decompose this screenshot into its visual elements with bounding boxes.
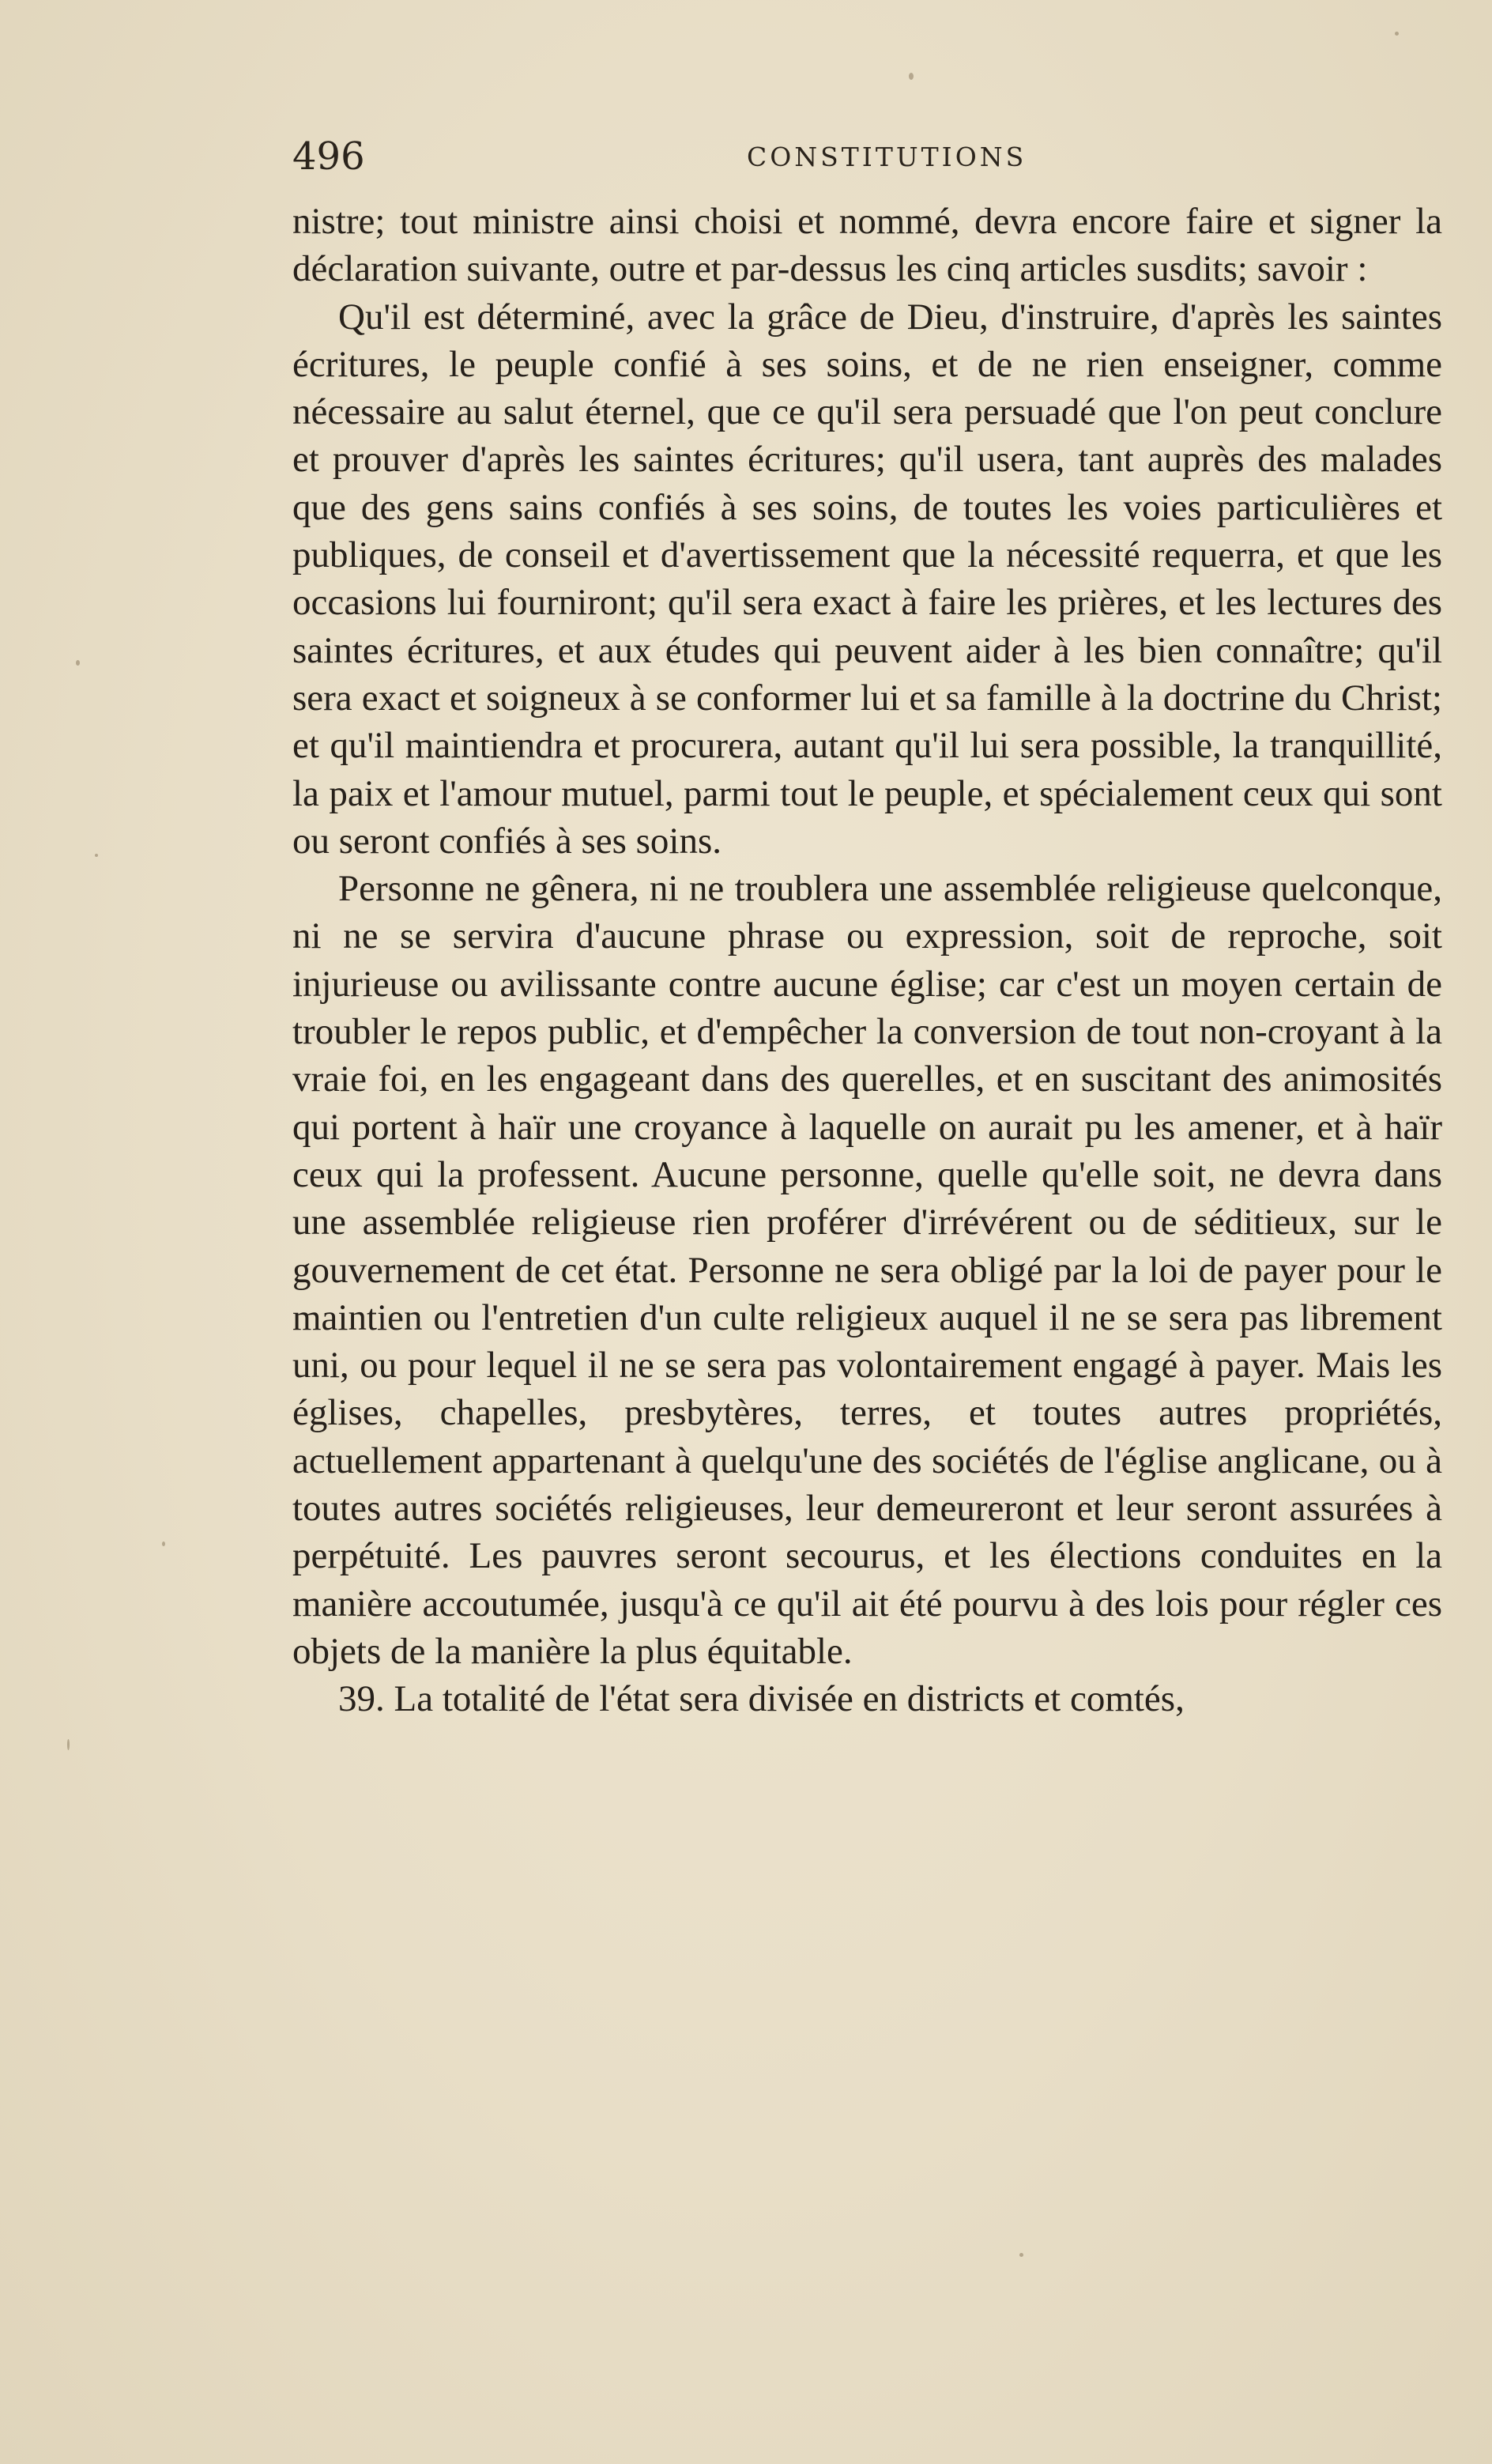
page-number: 496 [292,134,365,179]
paragraph-article-39: 39. La totalité de l'état sera divisée en districts et comtés, [338,1678,1185,1720]
paper-speck [95,854,98,857]
paragraph-religious-assemblies: Personne ne gênera, ni ne troublera une assemblée religieuse quelconque, ni ne se servira d'aucune phrase ou expression, soit de reproche, soit injurieuse ou avilissante contre aucune église; car c'est un moyen certain de troubler le repos public, et d'empêcher la conversion de tout non-croyant à la vraie foi, en les engageant dans des querelles, et en suscitant des animosités qui portent à haïr une croyance à laquelle on aurait pu les amener, et à haïr ceux qui la professent. Aucune personne, quelle qu'elle soit, ne devra dans une assemblée religieuse rien proférer d'irrévérent ou de séditieux, sur le gouvernement de cet état. Personne ne sera obligé par la loi de payer pour le maintien ou l'entretien d'un culte religieux auquel il ne se sera pas librement uni, ou pour lequel il ne se sera pas volontairement engagé à payer. Mais les églises, chapelles, presbytères, terres, et toutes autres propriétés, actuellement appartenant à quelqu'une des sociétés de l'église anglicane, ou à toutes autres sociétés religieuses, leur demeureront et leur seront assurées à perpétuité. Les pauvres seront secourus, et les élections conduites en la manière accoutumée, jusqu'à ce qu'il ait été pourvu à des lois pour régler ces objets de la manière la plus équitable. [292,868,1442,1672]
running-head: CONSTITUTIONS [747,142,1027,172]
paper-speck [909,73,914,80]
paper-speck [162,1541,165,1546]
paper-speck [1395,32,1399,36]
paper-speck [76,660,80,666]
paper-speck [67,1739,70,1750]
body-text [292,198,1442,1723]
page-header [292,133,1454,180]
paper-speck [1019,2253,1023,2257]
paragraph-declaration: Qu'il est déterminé, avec la grâce de Dieu, d'instruire, d'après les saintes écritures, le peuple confié à ses soins, et de ne rien enseigner, comme nécessaire au salut éternel, que ce qu'il sera persuadé que l'on peut conclure et prouver d'après les saintes écritures; qu'il usera, tant auprès des malades que des gens sains confiés à ses soins, de toutes les voies particulières et publiques, de conseil et d'avertissement que la nécessité requerra, et que les occasions lui fourniront; qu'il sera exact à faire les prières, et les lectures des saintes écritures, et aux études qui peuvent aider à les bien connaître; qu'il sera exact et soigneux à se conformer lui et sa famille à la doctrine du Christ; et qu'il maintiendra et procurera, autant qu'il lui sera possible, la tranquillité, la paix et l'amour mutuel, parmi tout le peuple, et spécialement ceux qui sont ou seront confiés à ses soins. [292,296,1442,862]
paragraph-continuation: nistre; tout ministre ainsi choisi et nommé, devra encore faire et signer la déclaration suivante, outre et par-dessus les cinq articles susdits; savoir : [292,201,1442,290]
